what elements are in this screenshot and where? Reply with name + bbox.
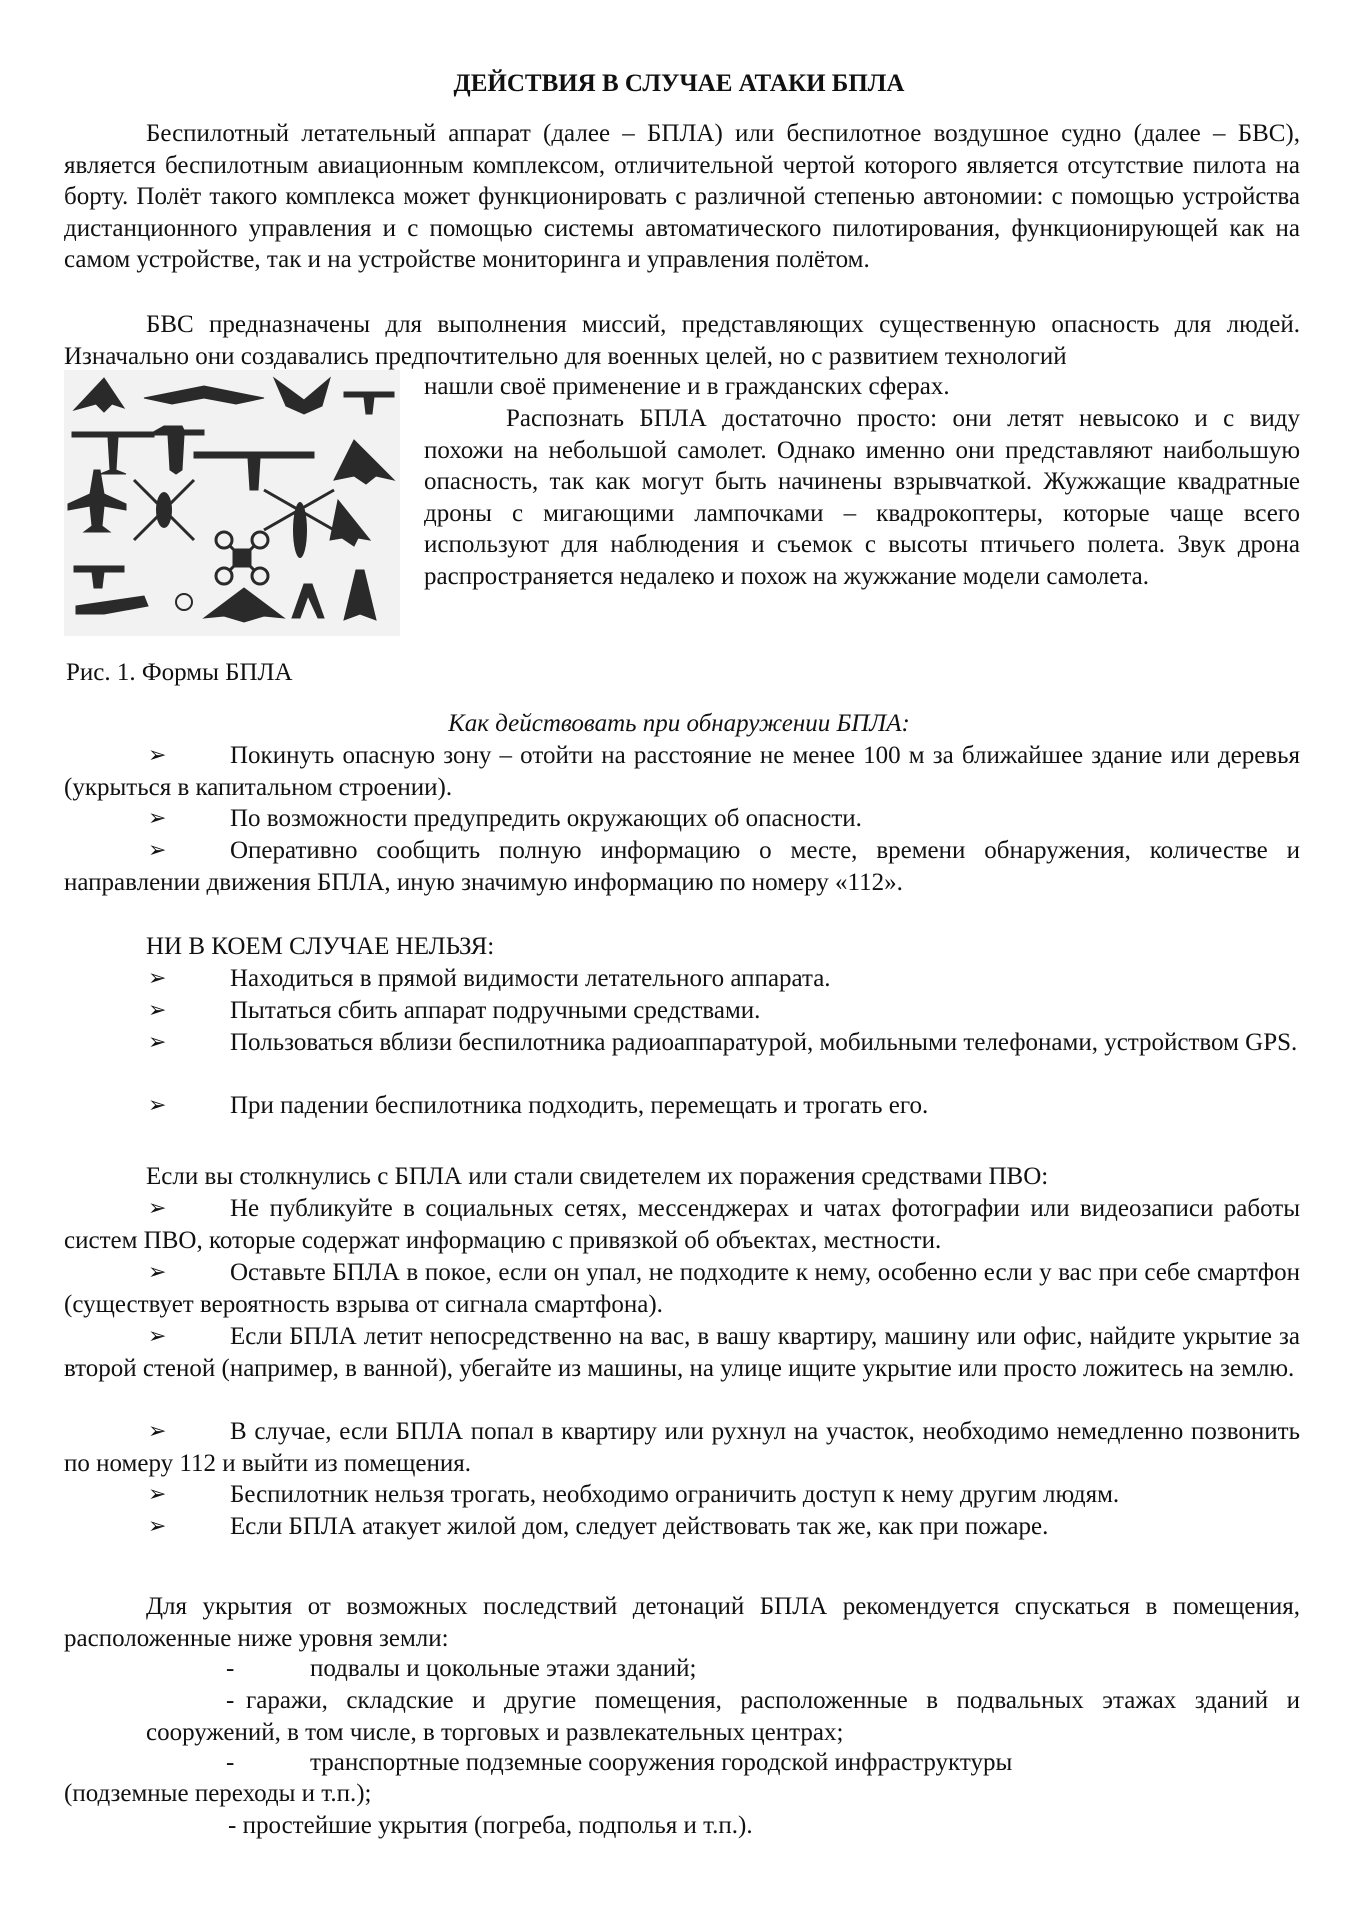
forbidden-item: [64, 1027, 1300, 1059]
bullet-arrow-icon: ➢: [148, 1030, 167, 1055]
bullet-arrow-icon: ➢: [148, 1419, 167, 1444]
intro-paragraph: Беспилотный летательный аппарат (далее – БПЛА) или беспилотное воздушное судно (далее – БВС), является беспилотным авиационным комплексом, отличительной чертой которого является отсутствие пилота на борту. Полёт такого комплекса может функционировать с различной степенью автономии: с помощью устройства дистанционного управления и с помощью системы автоматического пилотирования, функционирующей как на самом устройстве, так и на устройстве мониторинга и управления полётом.: [64, 120, 1300, 273]
bullet-arrow-icon: ➢: [148, 1482, 167, 1507]
shelter-item: - простейшие укрытия (погреба, подполья и т.п.).: [228, 1812, 753, 1839]
document-title: ДЕЙСТВИЯ В СЛУЧАЕ АТАКИ БПЛА: [453, 70, 905, 97]
detect-item: [64, 835, 1300, 898]
witness-item: [64, 1321, 1300, 1384]
dash-marker: -: [226, 1687, 235, 1714]
witness-item: [64, 1193, 1300, 1256]
detect-item-text: Оперативно сообщить полную информацию о месте, времени обнаружения, количестве и направлении движения БПЛА, иную значимую информацию по номеру «112».: [64, 837, 1300, 896]
bullet-arrow-icon: ➢: [148, 1260, 167, 1285]
forbidden-item-text: Пытаться сбить аппарат подручными средствами.: [230, 997, 761, 1024]
witness-heading: Если вы столкнулись с БПЛА или стали свидетелем их поражения средствами ПВО:: [146, 1163, 1049, 1190]
forbidden-item: [64, 995, 1300, 1027]
witness-item-text: Если БПЛА летит непосредственно на вас, в вашу квартиру, машину или офис, найдите укрытие за второй стеной (например, в ванной), убегайте из машины, на улице ищите укрытие или просто ложитесь на землю.: [64, 1323, 1300, 1382]
dash-marker: -: [226, 1655, 235, 1682]
detect-item-text: Покинуть опасную зону – отойти на расстояние не менее 100 м за ближайшее здание или деревья (укрыться в капитальном строении).: [64, 742, 1300, 801]
shelter-paragraph: Для укрытия от возможных последствий детонаций БПЛА рекомендуется спускаться в помещения, расположенные ниже уровня земли:: [64, 1593, 1300, 1652]
bullet-arrow-icon: ➢: [148, 966, 167, 991]
detect-item: [64, 803, 1300, 835]
forbidden-item-text: Находиться в прямой видимости летательного аппарата.: [230, 965, 831, 992]
bullet-arrow-icon: ➢: [148, 1324, 167, 1349]
shelter-item-text: гаражи, складские и другие помещения, расположенные в подвальных этажах зданий и сооружений, в том числе, в торговых и развлекательных центрах;: [146, 1687, 1300, 1746]
witness-item: [64, 1257, 1300, 1320]
figure-caption: Рис. 1. Формы БПЛА: [66, 659, 293, 686]
drone-shapes-figure: [64, 370, 400, 636]
bullet-arrow-icon: ➢: [148, 998, 167, 1023]
bullet-arrow-icon: ➢: [148, 1093, 167, 1118]
forbidden-item-text: Пользоваться вблизи беспилотника радиоаппаратурой, мобильными телефонами, устройством GPS.: [230, 1029, 1298, 1056]
bvs-paragraph: БВС предназначены для выполнения миссий, представляющих существенную опасность для людей. Изначально они создавались предпочтительно для военных целей, но с развитием технологий: [64, 311, 1300, 370]
shelter-item-text: транспортные подземные сооружения городской инфраструктуры: [310, 1749, 1013, 1776]
witness-item-text: В случае, если БПЛА попал в квартиру или рухнул на участок, необходимо немедленно позвонить по номеру 112 и выйти из помещения.: [64, 1418, 1300, 1477]
forbidden-item-text: При падении беспилотника подходить, перемещать и трогать его.: [230, 1092, 929, 1119]
bvs-continuation: нашли своё применение и в гражданских сферах.: [424, 373, 950, 400]
shelter-item-text: подвалы и цокольные этажи зданий;: [310, 1655, 697, 1682]
forbidden-item: [64, 963, 1300, 995]
bullet-arrow-icon: ➢: [148, 806, 167, 831]
detect-item: [64, 740, 1300, 803]
witness-item: [64, 1511, 1300, 1543]
witness-item-text: Если БПЛА атакует жилой дом, следует действовать так же, как при пожаре.: [230, 1513, 1049, 1540]
forbidden-item: [64, 1090, 1300, 1122]
witness-item-text: Беспилотник нельзя трогать, необходимо ограничить доступ к нему другим людям.: [230, 1481, 1120, 1508]
bullet-arrow-icon: ➢: [148, 1514, 167, 1539]
bullet-arrow-icon: ➢: [148, 838, 167, 863]
shelter-item: [146, 1685, 1300, 1748]
shelter-item-text-continuation: (подземные переходы и т.п.);: [64, 1780, 372, 1807]
witness-item-text: Оставьте БПЛА в покое, если он упал, не подходите к нему, особенно если у вас при себе смартфон (существует вероятность взрыва от сигнала смартфона).: [64, 1259, 1300, 1318]
recognize-paragraph: Распознать БПЛА достаточно просто: они летят невысоко и с виду похожи на небольшой самолет. Однако именно они представляют наибольшую опасность, так как могут быть начинены взрывчаткой. Жужжащие квадратные дроны с мигающими лампочками – квадрокоптеры, которые чаще всего используют для наблюдения и съемок с высоты птичьего полета. Звук дрона распространяется недалеко и похож на жужжание модели самолета.: [424, 405, 1300, 590]
bullet-arrow-icon: ➢: [148, 743, 167, 768]
bullet-arrow-icon: ➢: [148, 1196, 167, 1221]
dash-marker: -: [226, 1749, 235, 1776]
detect-item-text: По возможности предупредить окружающих об опасности.: [230, 805, 862, 832]
witness-item: [64, 1479, 1300, 1511]
forbidden-heading: НИ В КОЕМ СЛУЧАЕ НЕЛЬЗЯ:: [146, 933, 495, 960]
witness-item: [64, 1416, 1300, 1479]
witness-item-text: Не публикуйте в социальных сетях, мессенджерах и чатах фотографии или видеозаписи работы систем ПВО, которые содержат информацию с привязкой об объектах, местности.: [64, 1195, 1300, 1254]
detect-heading: Как действовать при обнаружении БПЛА:: [448, 710, 910, 737]
